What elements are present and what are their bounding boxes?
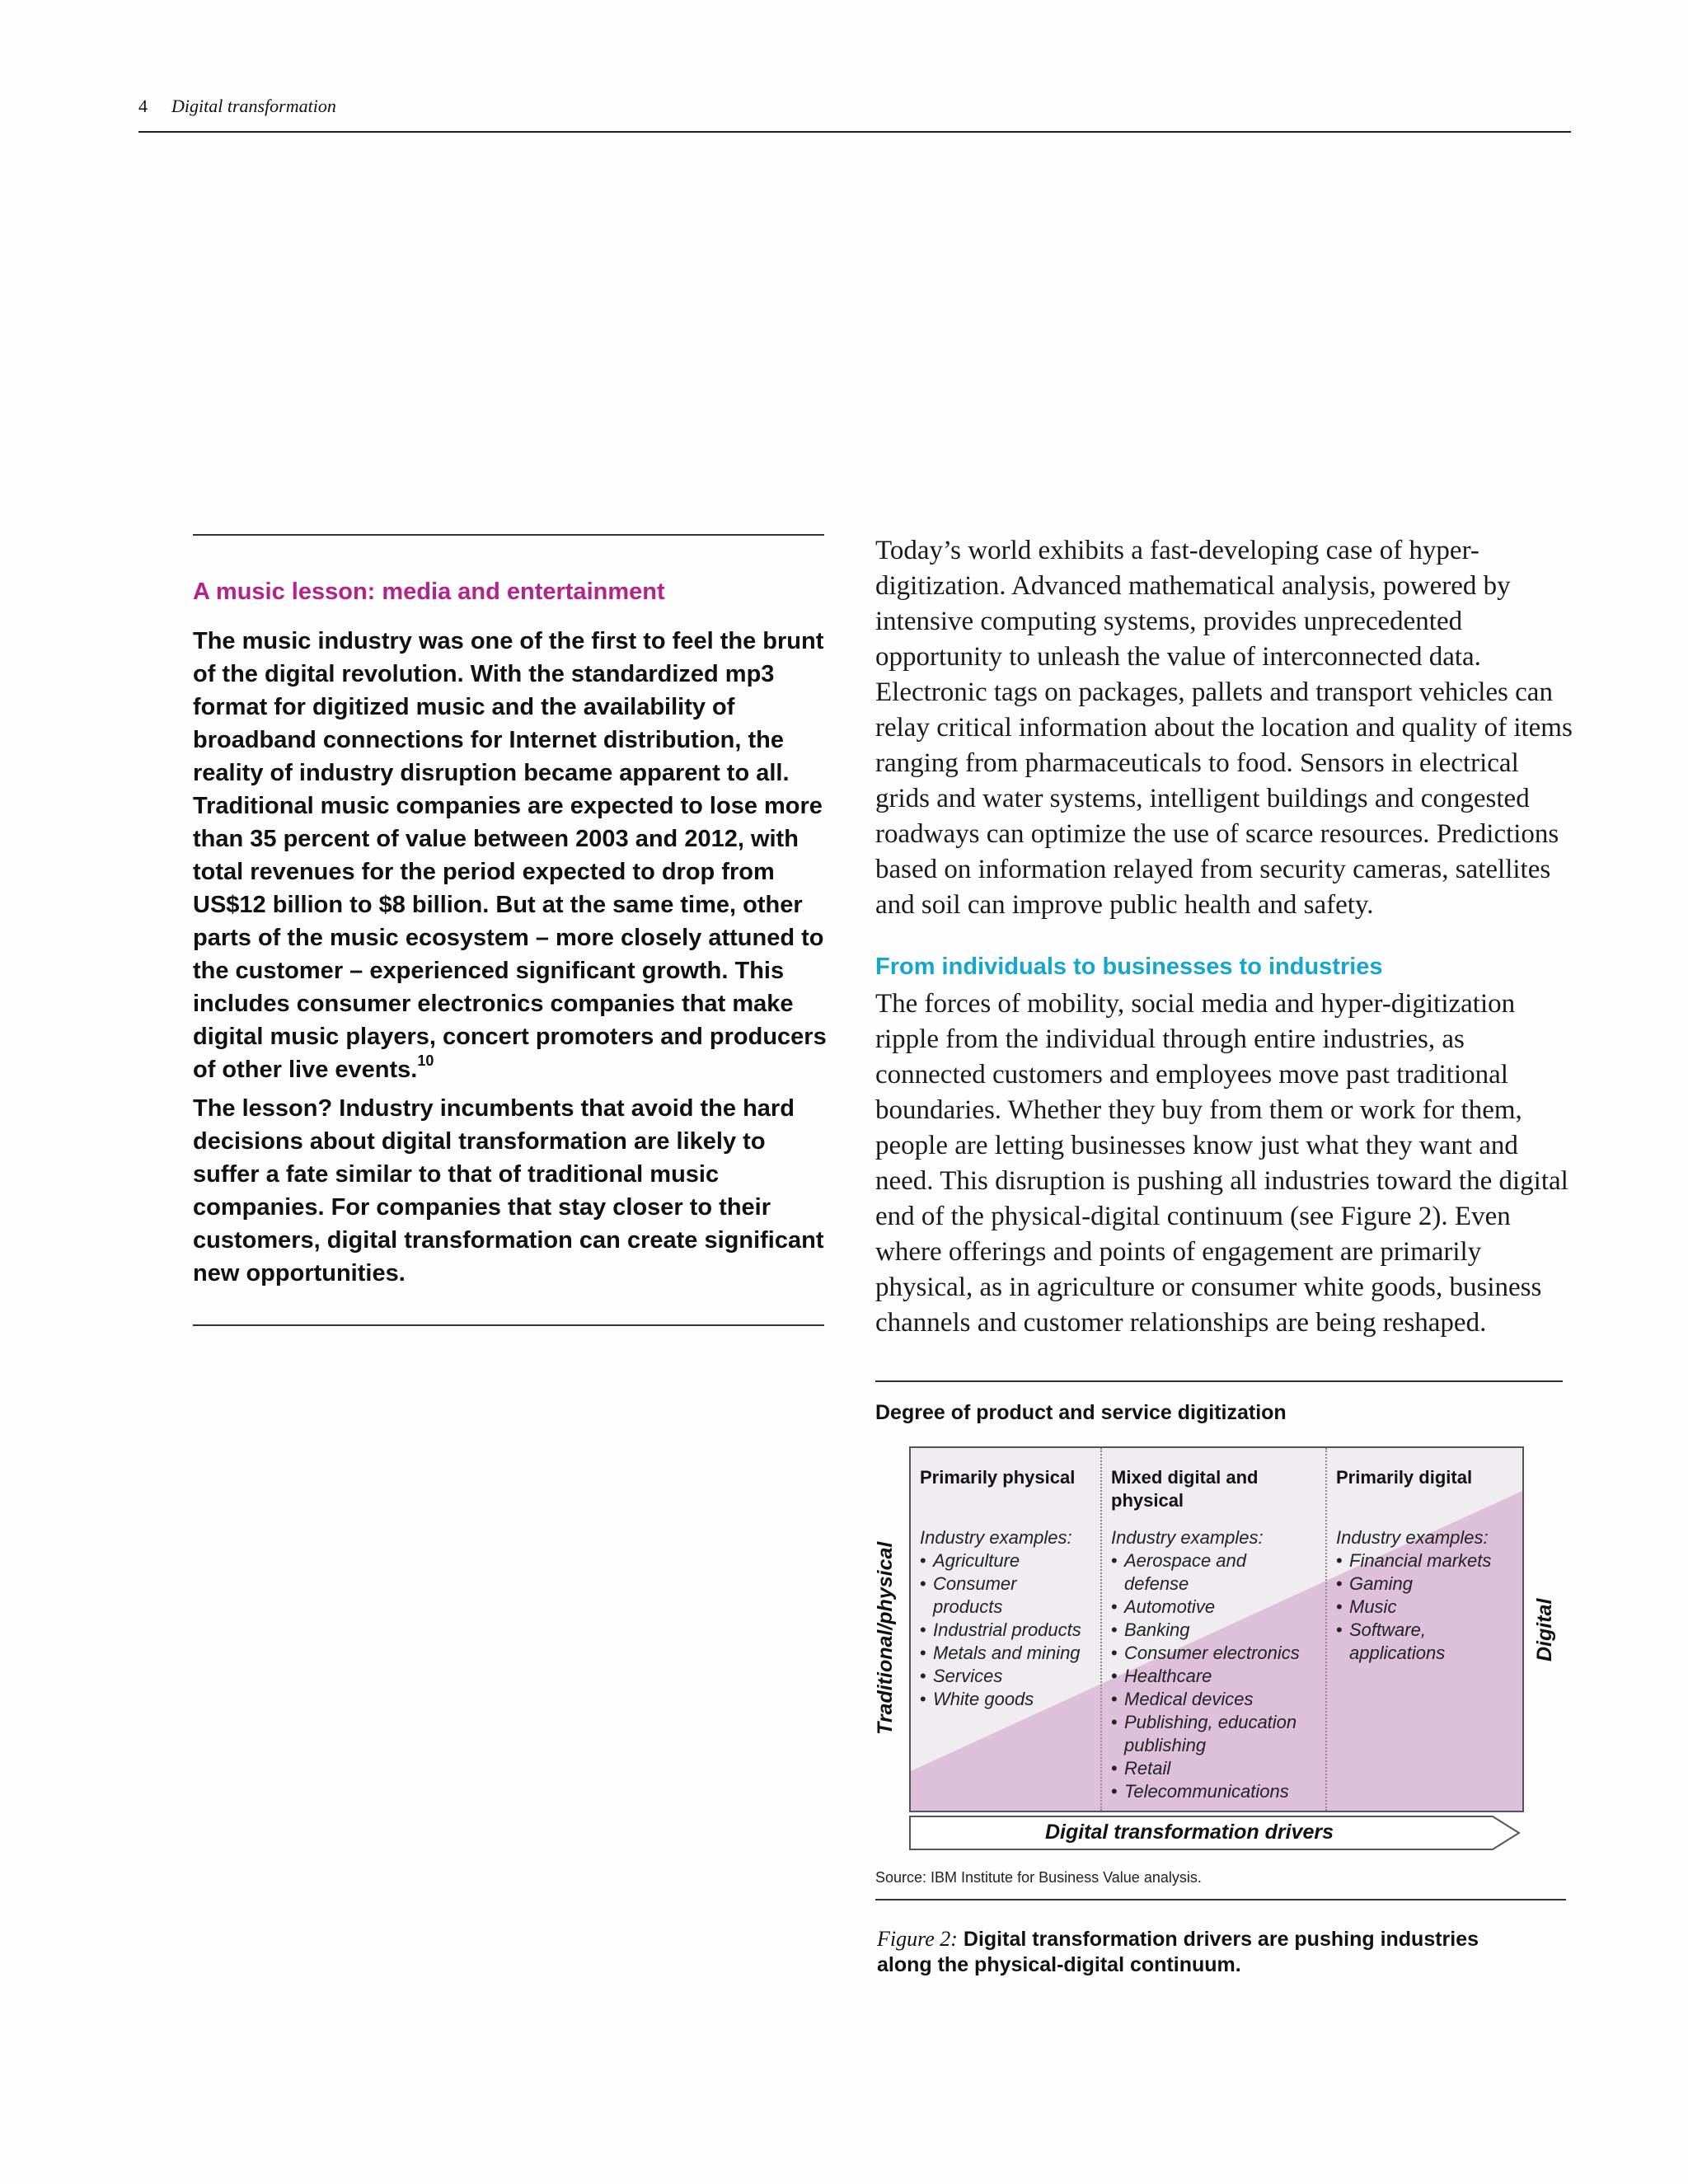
axis-label-digital: Digital (1533, 1598, 1556, 1661)
list-item: • Medical devices (1111, 1688, 1324, 1711)
column-heading-digital: Primarily digital (1336, 1467, 1473, 1488)
figure-source: Source: IBM Institute for Business Value analysis. (875, 1869, 1202, 1886)
list-item: • Industrial products (920, 1619, 1100, 1642)
sidebar-top-rule (193, 534, 824, 536)
examples-label: Industry examples: (1111, 1527, 1264, 1548)
body-paragraph-2: The forces of mobility, social media and hyper-digitization ripple from the individual through entire industries, as connected customers and employees move past traditional boundaries. Whether they buy from them or work for them, people are letting businesses know just what they want and need. This disruption is pushing all industries toward the digital end of the physical-digital continuum (see Figure 2). Even where offerings and points of engagement are primarily physical, as in agriculture or consumer white goods, business channels and customer relationships are being reshaped. (875, 989, 1568, 1338)
figure-title: Degree of product and service digitization (875, 1401, 1287, 1424)
examples-list-digital (1336, 1549, 1517, 1665)
section-subhead: From individuals to businesses to industries (875, 954, 1383, 980)
list-item: • Retail (1111, 1757, 1324, 1780)
list-item: • Healthcare (1111, 1665, 1324, 1688)
list-item: • Consumer electronics (1111, 1642, 1324, 1665)
list-item: • Banking (1111, 1619, 1324, 1642)
figure-top-rule (875, 1380, 1563, 1382)
footnote-marker: 10 (417, 1052, 434, 1069)
running-title: Digital transformation (171, 96, 336, 116)
list-item: • Publishing, education publishing (1111, 1711, 1322, 1757)
sidebar-title: A music lesson: media and entertainment (193, 579, 665, 605)
column-divider-1 (1100, 1448, 1102, 1811)
list-item: • White goods (920, 1688, 1100, 1711)
examples-label: Industry examples: (920, 1527, 1072, 1548)
caption-label: Figure 2: (877, 1927, 958, 1951)
drivers-arrow-label: Digital transformation drivers (1044, 1821, 1334, 1844)
column-heading-physical: Primarily physical (920, 1467, 1076, 1488)
list-item: • Metals and mining (920, 1642, 1100, 1665)
column-examples-digital (1336, 1526, 1517, 1665)
caption-text: Digital transformation drivers are pushing industries along the physical-digital continuum. (877, 1928, 1479, 1976)
list-item: • Agriculture (920, 1549, 1100, 1572)
column-examples-physical (920, 1526, 1100, 1711)
list-item: • Aerospace and defense (1111, 1549, 1281, 1596)
examples-list-physical (920, 1549, 1100, 1711)
sidebar-bottom-rule (193, 1324, 824, 1326)
body-paragraph-1: Today’s world exhibits a fast-developing case of hyper-digitization. Advanced mathematical analysis, powered by intensive computing systems, provides unprecedented opportunity to unleash the value of interconnected data. Electronic tags on packages, pallets and transport vehicles can relay critical information about the location and quality of items ranging from pharmaceuticals to food. Sensors in electrical grids and water systems, intelligent buildings and congested roadways can optimize the use of scarce resources. Predictions based on information relayed from security cameras, satellites and soil can improve public health and safety. (875, 536, 1573, 920)
sidebar-paragraph-1 (193, 625, 832, 1086)
caption-rule (875, 1899, 1566, 1900)
column-divider-2 (1325, 1448, 1327, 1811)
list-item: • Music (1336, 1596, 1517, 1619)
page-number: 4 (138, 96, 148, 116)
list-item: • Automotive (1111, 1596, 1324, 1619)
sidebar-paragraph-1-text: The music industry was one of the first to feel the brunt of the digital revolution. With the standardized mp3 format for digitized music and the availability of broadband connections for Internet distribution, the reality of industry disruption became apparent to all. Traditional music companies are expected to lose more than 35 percent of value between 2003 and 2012, with total revenues for the period expected to drop from US$12 billion to $8 billion. But at the same time, other parts of the music ecosystem – more closely attuned to the customer – experienced significant growth. This includes consumer electronics companies that make digital music players, concert promoters and producers of other live events. (193, 628, 827, 1083)
list-item: • Telecommunications (1111, 1780, 1324, 1803)
continuum-diagram (909, 1446, 1524, 1812)
axis-label-traditional: Traditional/physical (874, 1541, 897, 1735)
column-heading-mixed: Mixed digital and physical (1111, 1467, 1259, 1511)
list-item: • Consumer products (920, 1572, 1048, 1619)
list-item: • Financial markets (1336, 1549, 1517, 1572)
examples-list-mixed (1111, 1549, 1324, 1803)
list-item: • Services (920, 1665, 1100, 1688)
examples-label: Industry examples: (1336, 1527, 1489, 1548)
list-item: • Software, applications (1336, 1619, 1465, 1665)
sidebar-paragraph-2: The lesson? Industry incumbents that avoid the hard decisions about digital transformation are likely to suffer a fate similar to that of traditional music companies. For companies that stay closer to their customers, digital transformation can create significant new opportunities. (193, 1095, 824, 1286)
running-header (138, 93, 1571, 133)
list-item: • Gaming (1336, 1572, 1517, 1596)
figure-caption (877, 1926, 1520, 1978)
column-examples-mixed (1111, 1526, 1324, 1803)
